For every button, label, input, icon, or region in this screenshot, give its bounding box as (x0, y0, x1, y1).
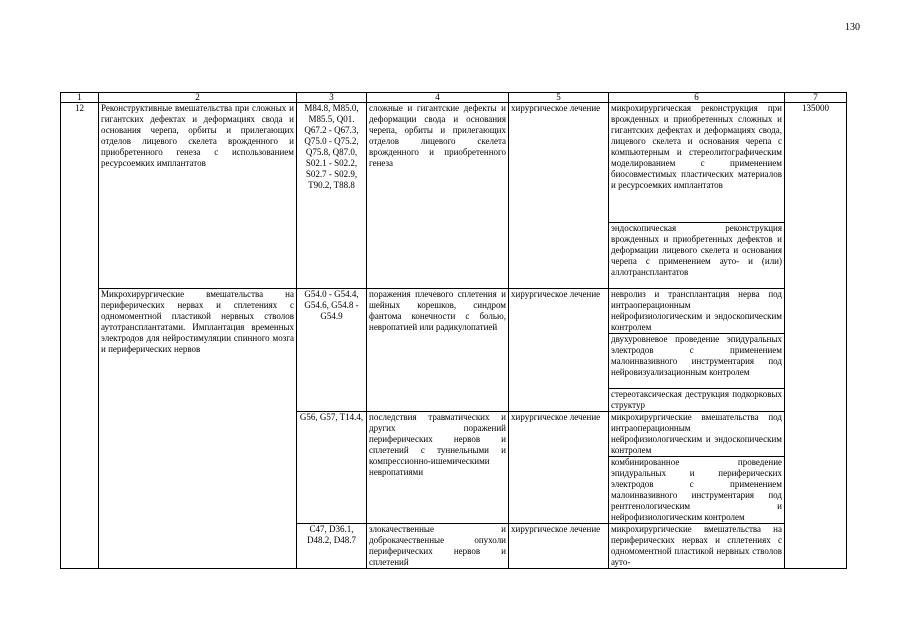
patient-model-cell: сложные и гигантские дефекты и деформации свода и основания черепа, орбиты и прилегающих отделов лицевого скелета врожденного и приобретенного генеза (367, 103, 509, 289)
header-cell: 7 (785, 93, 847, 103)
treatment-type-cell: хирургическое лечение (509, 412, 609, 524)
table-row (61, 289, 847, 334)
treatment-method-cell: комбинированное проведение эпидуральных и периферических электродов с применением малоинвазивного инструментария под рентгенологическим и нейрофизиологическим контролем (609, 457, 785, 524)
treatment-method-cell: микрохирургические вмешательства на периферических нервах и сплетениях с одномоментной пластикой нервных стволов ауто- (609, 524, 785, 569)
header-cell: 1 (61, 93, 99, 103)
patient-model-cell: последствия травматических и других поражений периферических нервов и сплетений с туннельными и компрессионно-ишемическими невропатиями (367, 412, 509, 524)
header-row (61, 93, 847, 103)
table-row (61, 103, 847, 223)
header-cell: 3 (297, 93, 367, 103)
icd-codes-cell: G56, G57, T14.4, (297, 412, 367, 524)
icd-codes-cell: C47, D36.1, D48.2, D48.7 (297, 524, 367, 569)
treatment-method-cell: микрохирургическая реконструкция при врожденных и приобретенных сложных и гигантских дефектах и деформациях свода, лицевого скелета и основания черепа с компьютерным и стереолитографическим моделированием с применением биосовместимых пластических материалов и ресурсоемких имплантатов (609, 103, 785, 223)
patient-model-cell: злокачественные и доброкачественные опухоли периферических нервов и сплетений (367, 524, 509, 569)
section-name-cell: Микрохирургические вмешательства на периферических нервах и сплетениях с одномоментной пластикой нервных стволов аутотрансплантатами. Имплантация временных электродов для нейростимуляции спинного мозга и периферических нервов (99, 289, 297, 569)
header-cell: 2 (99, 93, 297, 103)
header-cell: 6 (609, 93, 785, 103)
treatment-method-cell: стереотаксическая деструкция подкорковых структур (609, 389, 785, 412)
treatment-type-cell: хирургическое лечение (509, 289, 609, 412)
section-name-cell: Реконструктивные вмешательства при сложных и гигантских дефектах и деформациях свода и основания черепа, орбиты и прилегающих отделов лицевого скелета врожденного и приобретенного генеза с использованием ресурсоемких имплантатов (99, 103, 297, 289)
treatment-type-cell: хирургическое лечение (509, 103, 609, 289)
treatment-method-cell: невролиз и трансплантация нерва под интраоперационным нейрофизиологическим и эндоскопическим контролем (609, 289, 785, 334)
header-cell: 5 (509, 93, 609, 103)
treatment-method-cell: двухуровневое проведение эпидуральных электродов с применением малоинвазивного инструментария под нейровизуализационным контролем (609, 334, 785, 389)
treatment-method-cell: эндоскопическая реконструкция врожденных и приобретенных дефектов и деформации лицевого скелета и основания черепа с применением ауто- и (или) аллотрансплантатов (609, 223, 785, 289)
page-number: 130 (845, 22, 860, 33)
icd-codes-cell: G54.0 - G54.4, G54.6, G54.8 - G54.9 (297, 289, 367, 412)
tariff-cell: 135000 (785, 103, 847, 569)
treatment-method-cell: микрохирургические вмешательства под интраоперационным нейрофизиологическим и эндоскопическим контролем (609, 412, 785, 457)
medical-care-table (60, 92, 847, 569)
patient-model-cell: поражения плечевого сплетения и шейных корешков, синдром фантома конечности с болью, невропатией или радикулопатией (367, 289, 509, 412)
treatment-type-cell: хирургическое лечение (509, 524, 609, 569)
header-cell: 4 (367, 93, 509, 103)
icd-codes-cell: M84.8, M85.0, M85.5, Q01. Q67.2 - Q67.3, Q75.0 - Q75.2, Q75.8, Q87.0, S02.1 - S02.2, S02.7 - S02.9, T90.2, T88.8 (297, 103, 367, 289)
group-number-cell: 12 (61, 103, 99, 569)
